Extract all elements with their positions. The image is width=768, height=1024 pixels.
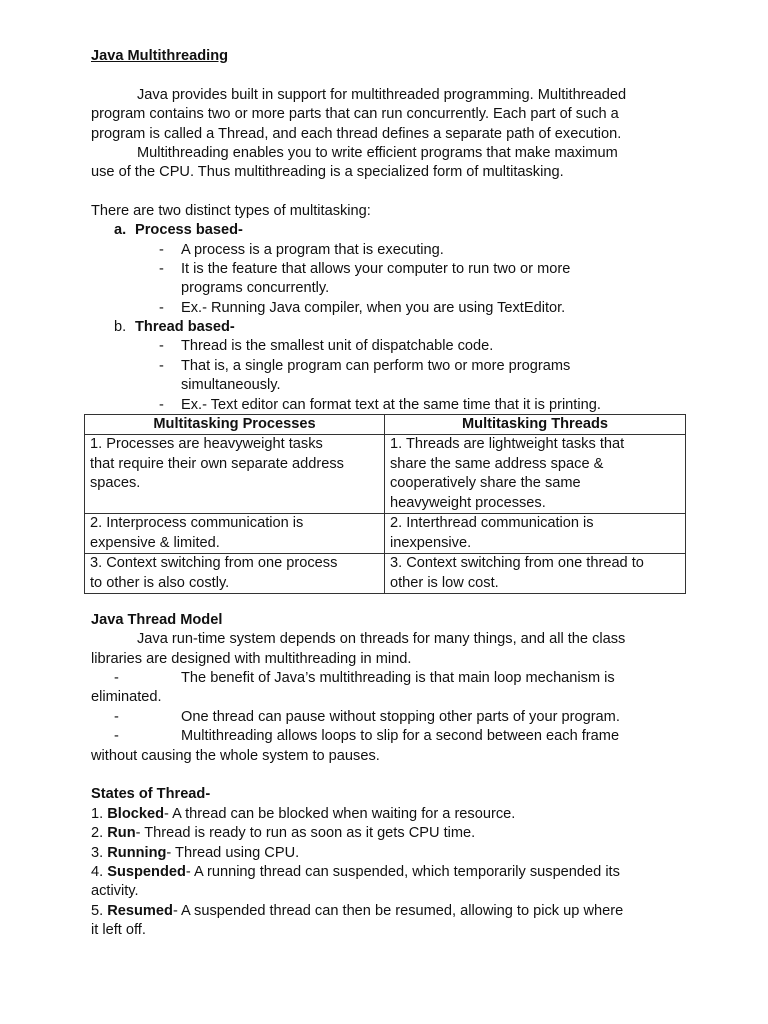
- section-heading: States of Thread-: [91, 786, 211, 802]
- dash-bullet: -: [159, 338, 164, 354]
- table-cell: 2. Interprocess communication is expensive & limited.: [85, 514, 385, 554]
- state-item: 4. Suspended- A running thread can suspended, which temporarily suspended its: [91, 864, 620, 880]
- process-heading: Process based-: [135, 222, 243, 238]
- thread-point: That is, a single program can perform two or more programs: [181, 358, 571, 374]
- dash-bullet: -: [159, 397, 164, 413]
- list-marker: b.: [114, 319, 127, 335]
- dash-bullet: -: [114, 728, 119, 744]
- table-row: [85, 514, 686, 554]
- dash-bullet: -: [159, 242, 164, 258]
- process-point: A process is a program that is executing.: [181, 242, 444, 258]
- table-cell: 2. Interthread communication is inexpensive.: [385, 514, 686, 554]
- thread-point: Ex.- Text editor can format text at the same time that it is printing.: [181, 397, 601, 413]
- list-marker: a.: [114, 222, 127, 238]
- intro-line: program is called a Thread, and each thread defines a separate path of execution.: [91, 126, 622, 142]
- model-line: libraries are designed with multithreading in mind.: [91, 651, 412, 667]
- column-header: Multitasking Threads: [385, 415, 686, 435]
- state-item: 2. Run- Thread is ready to run as soon as it gets CPU time.: [91, 825, 476, 841]
- model-point: Multithreading allows loops to slip for a second between each frame: [181, 728, 620, 744]
- dash-bullet: -: [159, 358, 164, 374]
- section-heading: Java Thread Model: [91, 612, 223, 628]
- process-point: It is the feature that allows your computer to run two or more: [181, 261, 571, 277]
- model-point: eliminated.: [91, 689, 162, 705]
- thread-heading: Thread based-: [135, 319, 235, 335]
- intro-line: program contains two or more parts that can run concurrently. Each part of such a: [91, 106, 619, 122]
- intro-line: Java provides built in support for multithreaded programming. Multithreaded: [137, 87, 627, 103]
- state-item: 1. Blocked- A thread can be blocked when waiting for a resource.: [91, 806, 516, 822]
- table-cell: 3. Context switching from one thread to other is low cost.: [385, 554, 686, 594]
- table-cell: 1. Processes are heavyweight tasks that require their own separate address spaces.: [85, 435, 385, 514]
- dash-bullet: -: [159, 300, 164, 316]
- table-row: [85, 554, 686, 594]
- thread-point: simultaneously.: [181, 377, 281, 393]
- model-line: Java run-time system depends on threads for many things, and all the class: [137, 631, 626, 647]
- column-header: Multitasking Processes: [85, 415, 385, 435]
- model-point: One thread can pause without stopping other parts of your program.: [181, 709, 620, 725]
- state-item-continued: activity.: [91, 883, 139, 899]
- table-row: [85, 435, 686, 514]
- comparison-table: [84, 414, 686, 594]
- state-item: 5. Resumed- A suspended thread can then be resumed, allowing to pick up where: [91, 903, 624, 919]
- dash-bullet: -: [114, 709, 119, 725]
- process-point: Ex.- Running Java compiler, when you are using TextEditor.: [181, 300, 566, 316]
- dash-bullet: -: [114, 670, 119, 686]
- process-point: programs concurrently.: [181, 280, 330, 296]
- table-header-row: [85, 415, 686, 435]
- state-item-continued: it left off.: [91, 922, 146, 938]
- intro-line: use of the CPU. Thus multithreading is a specialized form of multitasking.: [91, 164, 564, 180]
- table-cell: 3. Context switching from one process to other is also costly.: [85, 554, 385, 594]
- model-point: without causing the whole system to pauses.: [91, 748, 380, 764]
- types-intro: There are two distinct types of multitasking:: [91, 203, 371, 219]
- intro-line: Multithreading enables you to write efficient programs that make maximum: [137, 145, 618, 161]
- model-point: The benefit of Java’s multithreading is that main loop mechanism is: [181, 670, 615, 686]
- thread-point: Thread is the smallest unit of dispatchable code.: [181, 338, 494, 354]
- title: Java Multithreading: [91, 48, 229, 64]
- dash-bullet: -: [159, 261, 164, 277]
- state-item: 3. Running- Thread using CPU.: [91, 845, 300, 861]
- table-cell: 1. Threads are lightweight tasks that share the same address space & cooperatively share the same heavyweight processes.: [385, 435, 686, 514]
